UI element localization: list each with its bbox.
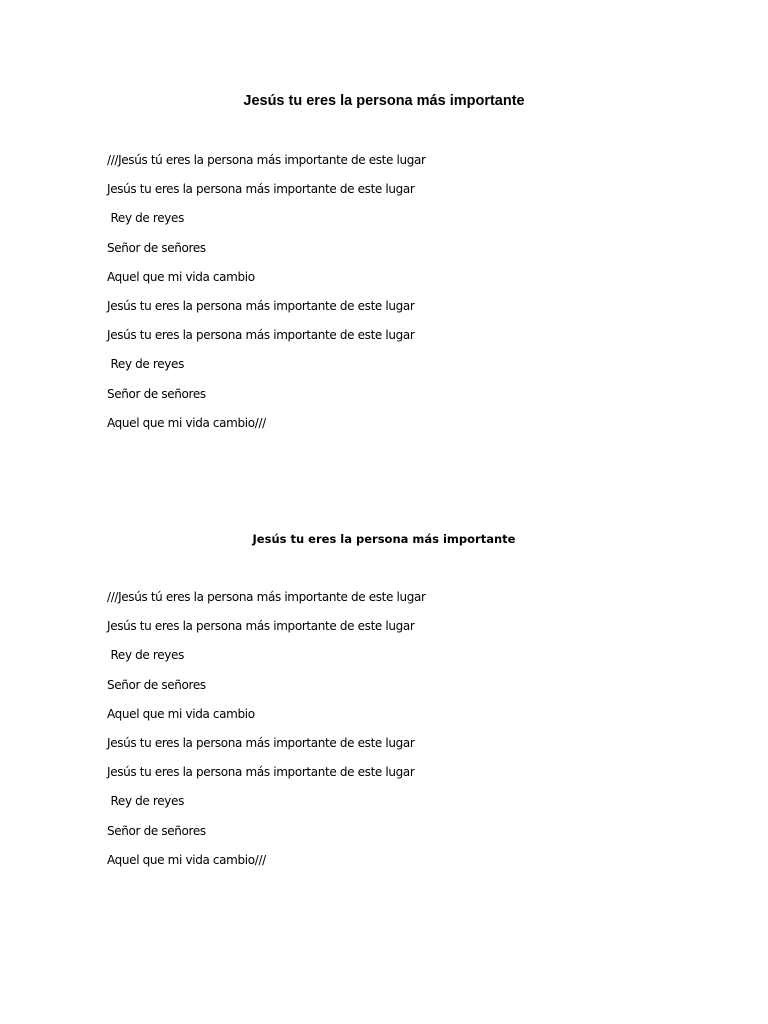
lyric-line: Señor de señores [107, 240, 206, 255]
lyric-line: Jesús tu eres la persona más importante de este lugar [107, 328, 415, 343]
lyric-line: Jesús tu eres la persona más importante de este lugar [107, 298, 415, 313]
lyric-line: ///Jesús tú eres la persona más importante de este lugar [107, 590, 426, 604]
lyric-line: Jesús tu eres la persona más importante de este lugar [107, 765, 415, 780]
song-title-secondary: Jesús tu eres la persona más importante [252, 532, 516, 546]
lyric-line: ///Jesús tú eres la persona más importante de este lugar [107, 153, 426, 167]
lyric-line: Jesús tu eres la persona más importante de este lugar [107, 619, 415, 634]
lyric-line: Jesús tu eres la persona más importante de este lugar [107, 735, 415, 750]
lyric-line: Rey de reyes [107, 211, 184, 226]
lyric-line: Aquel que mi vida cambio/// [107, 415, 266, 430]
lyric-line: Aquel que mi vida cambio/// [107, 852, 266, 867]
lyric-line: Aquel que mi vida cambio [107, 269, 255, 284]
song-title-primary: Jesús tu eres la persona más importante [243, 93, 525, 109]
lyric-line: Señor de señores [107, 823, 206, 838]
lyric-line: Señor de señores [107, 677, 206, 692]
lyric-line: Rey de reyes [107, 648, 184, 663]
lyric-line: Rey de reyes [107, 794, 184, 809]
lyrics-block-primary [107, 151, 426, 443]
lyric-line: Jesús tu eres la persona más importante de este lugar [107, 182, 415, 197]
lyric-line: Aquel que mi vida cambio [107, 706, 255, 721]
lyric-line: Rey de reyes [107, 357, 184, 372]
lyric-line: Señor de señores [107, 386, 206, 401]
lyrics-block-secondary [107, 588, 426, 880]
